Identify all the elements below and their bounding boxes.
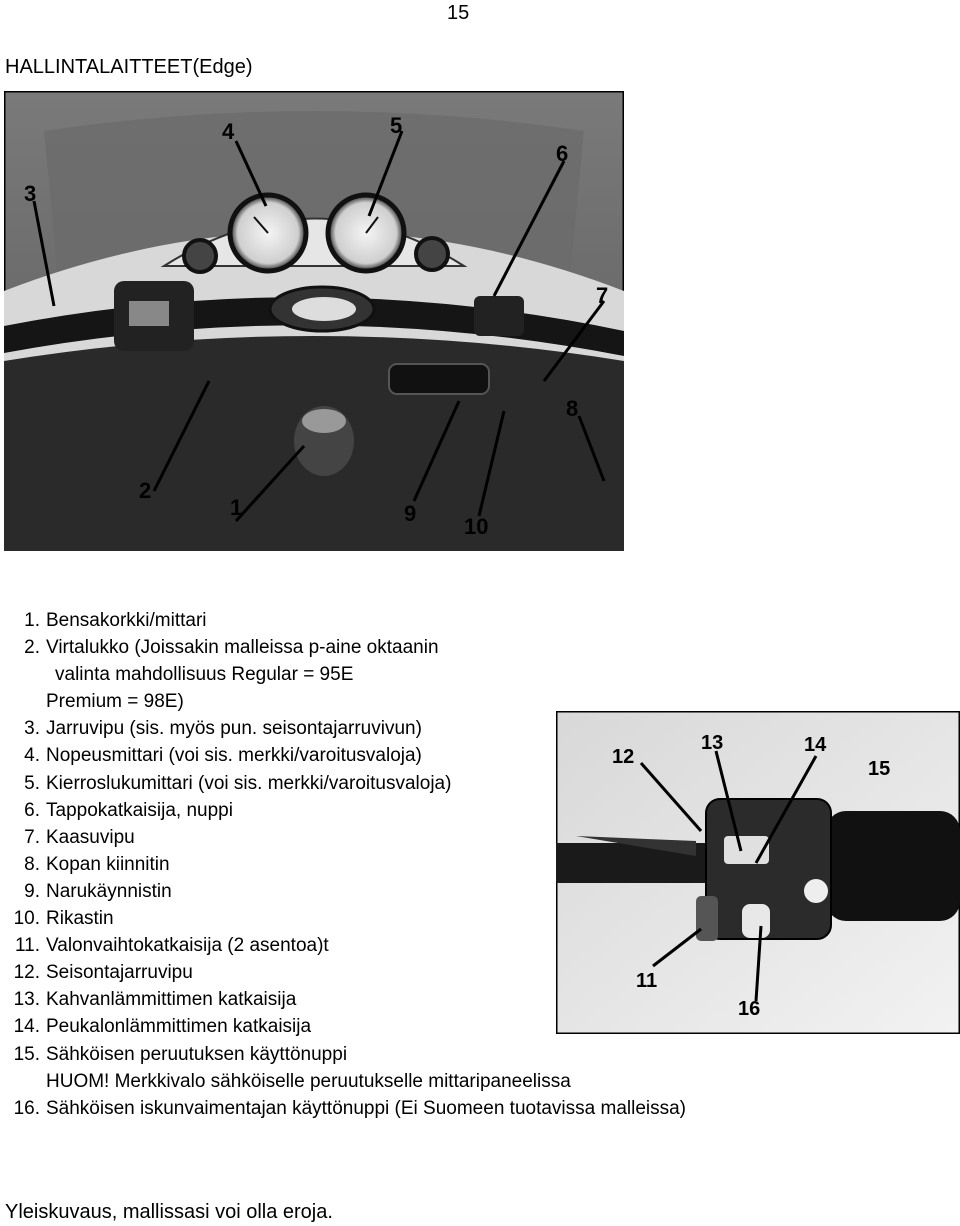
photo2-callout-12: 12: [612, 746, 635, 768]
list-item: 9. Narukäynnistin: [24, 880, 172, 902]
photo1-callout-2: 2: [139, 478, 152, 503]
photo1-callout-3: 3: [24, 181, 37, 206]
list-item: 13. Kahvanlämmittimen katkaisija: [13, 989, 297, 1011]
list-item: valinta mahdollisuus Regular = 95E: [55, 664, 354, 686]
page-title: HALLINTALAITTEET(Edge): [5, 56, 253, 78]
list-item: 10. Rikastin: [13, 908, 114, 930]
photo1-callout-9: 9: [404, 501, 417, 526]
list-item: 15. Sähköisen peruutuksen käyttönuppi: [13, 1043, 348, 1065]
photo2-callout-13: 13: [701, 732, 724, 754]
photo1-callout-10: 10: [464, 514, 489, 539]
list-item: 2. Virtalukko (Joissakin malleissa p-aine oktaanin: [24, 637, 439, 659]
photo1-callout-5: 5: [390, 113, 403, 138]
list-item: 12. Seisontajarruvipu: [13, 962, 193, 984]
list-item: 5. Kierroslukumittari (voi sis. merkki/varoitusvaloja): [24, 772, 452, 794]
list-item: Premium = 98E): [46, 691, 184, 713]
photo1-callout-1: 1: [230, 495, 243, 520]
photo2-callout-16: 16: [738, 998, 761, 1020]
photo1-callout-8: 8: [566, 396, 579, 421]
list-item: HUOM! Merkkivalo sähköiselle peruutukselle mittaripaneelissa: [46, 1070, 571, 1092]
photo2-callout-14: 14: [804, 734, 827, 756]
list-item: 1. Bensakorkki/mittari: [24, 610, 207, 631]
photo1-callout-7: 7: [596, 283, 609, 308]
list-item: 11. Valonvaihtokatkaisija (2 asentoa)t: [14, 935, 329, 957]
handlebar-overview-photo: [4, 91, 624, 551]
controls-list: [0, 607, 686, 1122]
list-item: 4. Nopeusmittari (voi sis. merkki/varoitusvaloja): [24, 745, 422, 767]
list-item: 6. Tappokatkaisija, nuppi: [24, 799, 233, 821]
photo1-callout-6: 6: [556, 141, 569, 166]
page-number: 15: [447, 2, 470, 24]
photo2-callout-11: 11: [636, 970, 658, 992]
photo1-callout-4: 4: [222, 119, 235, 144]
list-item: 8. Kopan kiinnitin: [24, 853, 170, 875]
list-item: 7. Kaasuvipu: [24, 826, 135, 848]
list-item: 3. Jarruvipu (sis. myös pun. seisontajarruvivun): [24, 718, 422, 740]
list-item: 16. Sähköisen iskunvaimentajan käyttönuppi (Ei Suomeen tuotavissa malleissa): [13, 1097, 687, 1119]
photo2-callout-15: 15: [868, 758, 891, 780]
list-item: 14. Peukalonlämmittimen katkaisija: [13, 1016, 312, 1038]
footer-note: Yleiskuvaus, mallissasi voi olla eroja.: [5, 1201, 333, 1223]
